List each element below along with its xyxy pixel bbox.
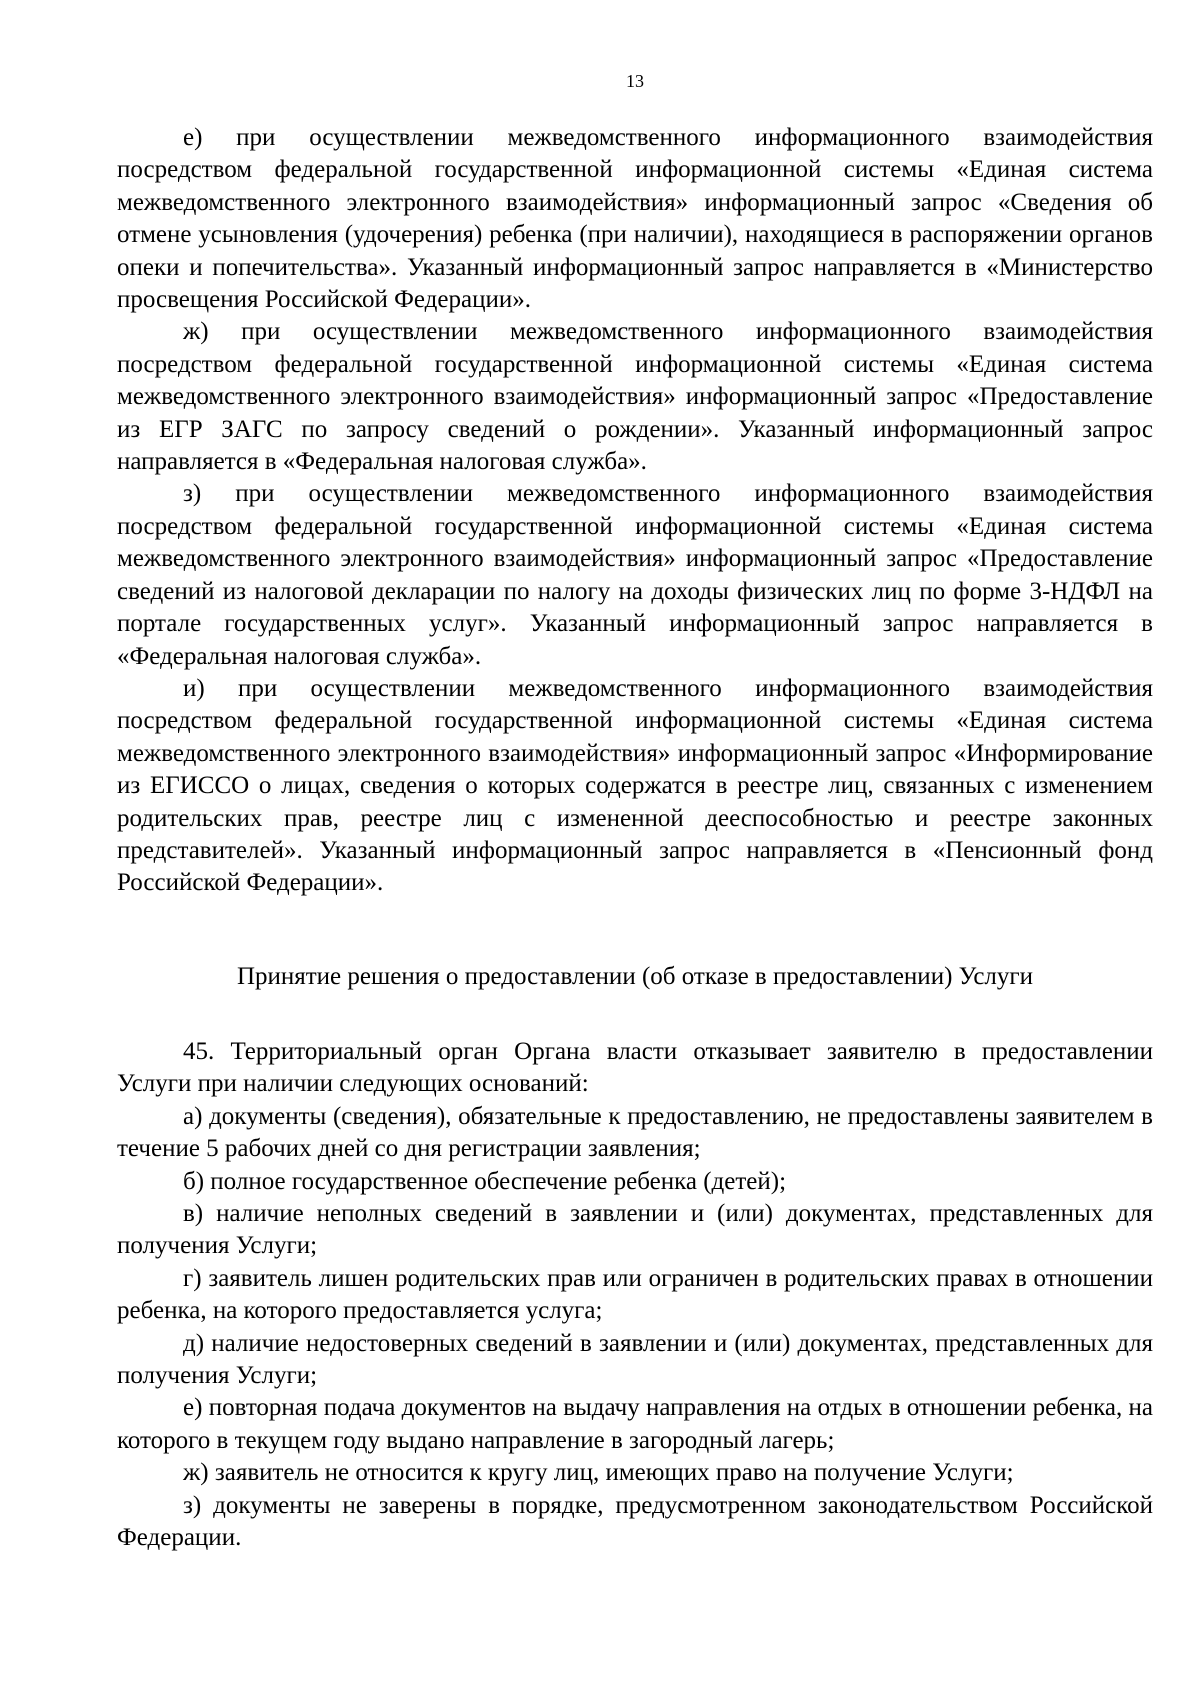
refusal-ground-g: г) заявитель лишен родительских прав или ограничен в родительских правах в отношении ребенка, на которого предоставляется услуга; bbox=[117, 1264, 1153, 1325]
refusal-ground-z: з) документы не заверены в порядке, предусмотренном законодательством Российской Федерации. bbox=[117, 1491, 1153, 1552]
refusal-ground-zh: ж) заявитель не относится к кругу лиц, имеющих право на получение Услуги; bbox=[183, 1459, 1014, 1487]
refusal-ground-e: е) повторная подача документов на выдачу направления на отдых в отношении ребенка, на которого в текущем году выдано направление в загородный лагерь; bbox=[117, 1394, 1153, 1454]
page-number: 13 bbox=[626, 71, 644, 91]
interagency-requests-section bbox=[117, 122, 1153, 900]
refusal-ground-b: б) полное государственное обеспечение ребенка (детей); bbox=[183, 1167, 787, 1195]
refusal-ground-d: д) наличие недостоверных сведений в заявлении и (или) документах, представленных для получения Услуги; bbox=[117, 1329, 1153, 1390]
refusal-grounds-section bbox=[117, 1036, 1153, 1555]
paragraph-item-e: е) при осуществлении межведомственного информационного взаимодействия посредством федеральной государственной информационной системы «Единая система межведомственного электронного взаимодействия» информационный запрос «Сведения об отмене усыновления (удочерения) ребенка (при наличии), находящиеся в распоряжении органов опеки и попечительства». Указанный информационный запрос направляется в «Министерство просвещения Российской Федерации». bbox=[117, 124, 1153, 314]
paragraph-45: 45. Территориальный орган Органа власти отказывает заявителю в предоставлении Услуги при наличии следующих оснований: bbox=[117, 1038, 1153, 1098]
paragraph-item-z: з) при осуществлении межведомственного информационного взаимодействия посредством федеральной государственной информационной системы «Единая система межведомственного электронного взаимодействия» информационный запрос «Предоставление сведений из налоговой декларации по налогу на доходы физических лиц по форме 3-НДФЛ на портале государственных услуг». Указанный информационный запрос направляется в «Федеральная налоговая служба». bbox=[117, 480, 1153, 670]
section-heading: Принятие решения о предоставлении (об отказе в предоставлении) Услуги bbox=[236, 963, 1034, 990]
paragraph-item-zh: ж) при осуществлении межведомственного информационного взаимодействия посредством федеральной государственной информационной системы «Единая система межведомственного электронного взаимодействия» информационный запрос «Предоставление из ЕГР ЗАГС по запросу сведений о рождении». Указанный информационный запрос направляется в «Федеральная налоговая служба». bbox=[117, 318, 1153, 476]
refusal-ground-a: а) документы (сведения), обязательные к предоставлению, не предоставлены заявителем в течение 5 рабочих дней со дня регистрации заявления; bbox=[117, 1102, 1153, 1163]
refusal-ground-v: в) наличие неполных сведений в заявлении и (или) документах, представленных для получения Услуги; bbox=[117, 1200, 1153, 1260]
paragraph-item-i: и) при осуществлении межведомственного информационного взаимодействия посредством федеральной государственной информационной системы «Единая система межведомственного электронного взаимодействия» информационный запрос «Информирование из ЕГИССО о лицах, сведения о которых содержатся в реестре лиц, связанных с изменением родительских прав, реестре лиц с измененной дееспособностью и реестре законных представителей». Указанный информационный запрос направляется в «Пенсионный фонд Российской Федерации». bbox=[117, 674, 1153, 897]
